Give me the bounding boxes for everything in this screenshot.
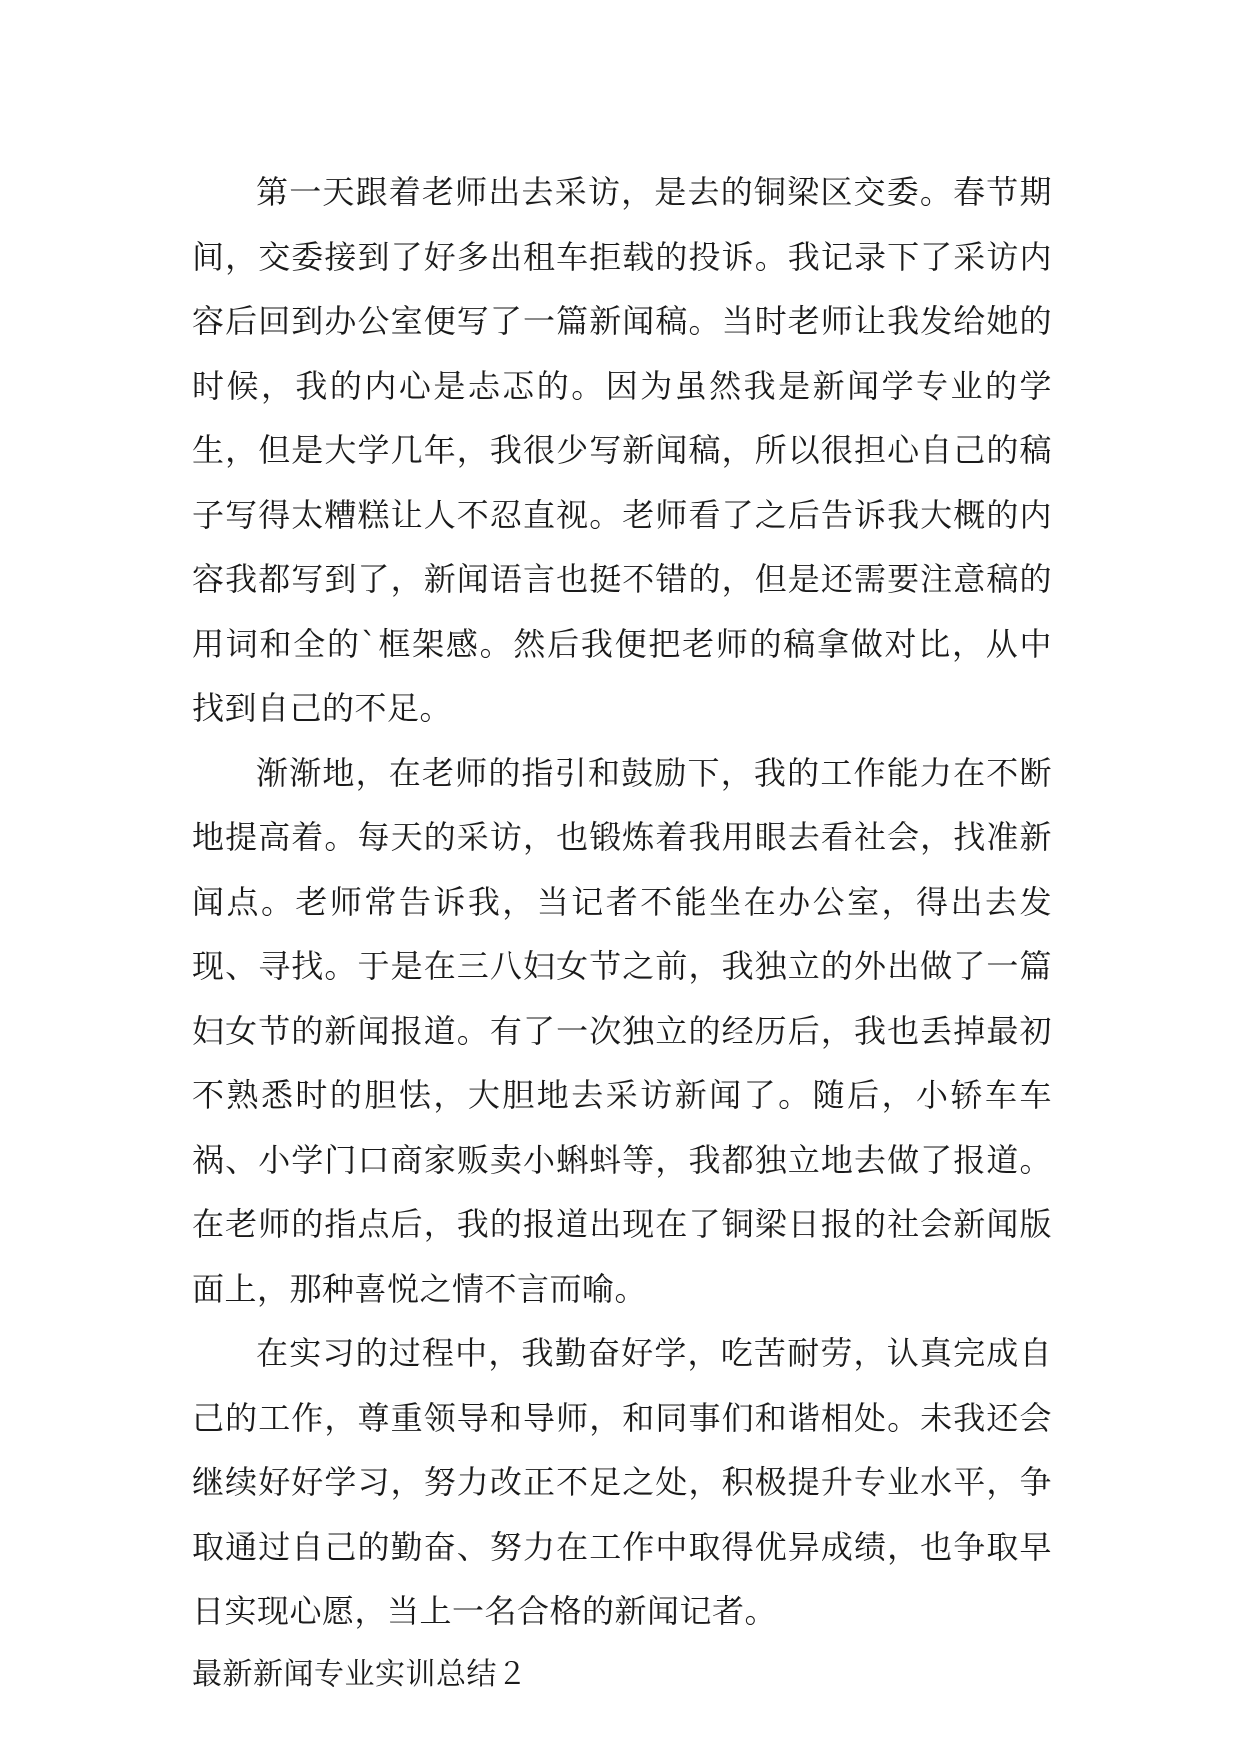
document-body [192,160,1052,1706]
section-heading: 最新新闻专业实训总结２ [192,1656,528,1692]
paragraph-gradual-progress: 渐渐地，在老师的指引和鼓励下，我的工作能力在不断地提高着。每天的采访，也锻炼着我用眼去看社会，找准新闻点。老师常告诉我，当记者不能坐在办公室，得出去发现、寻找。于是在三八妇女节之前，我独立的外出做了一篇妇女节的新闻报道。有了一次独立的经历后，我也丢掉最初不熟悉时的胆怯，大胆地去采访新闻了。随后，小轿车车祸、小学门口商家贩卖小蝌蚪等，我都独立地去做了报道。在老师的指点后，我的报道出现在了铜梁日报的社会新闻版面上，那种喜悦之情不言而喻。 [192,753,1052,1308]
paragraph-internship-reflection: 在实习的过程中，我勤奋好学，吃苦耐劳，认真完成自己的工作，尊重领导和导师，和同事们和谐相处。未我还会继续好好学习，努力改正不足之处，积极提升专业水平，争取通过自己的勤奋、努力在工作中取得优异成绩，也争取早日实现心愿，当上一名合格的新闻记者。 [192,1334,1052,1630]
paragraph-interview-first-day: 第一天跟着老师出去采访，是去的铜梁区交委。春节期间，交委接到了好多出租车拒载的投诉。我记录下了采访内容后回到办公室便写了一篇新闻稿。当时老师让我发给她的时候，我的内心是忐忑的。因为虽然我是新闻学专业的学生，但是大学几年，我很少写新闻稿，所以很担心自己的稿子写得太糟糕让人不忍直视。老师看了之后告诉我大概的内容我都写到了，新闻语言也挺不错的，但是还需要注意稿的用词和全的`框架感。然后我便把老师的稿拿做对比，从中找到自己的不足。 [192,173,1052,727]
